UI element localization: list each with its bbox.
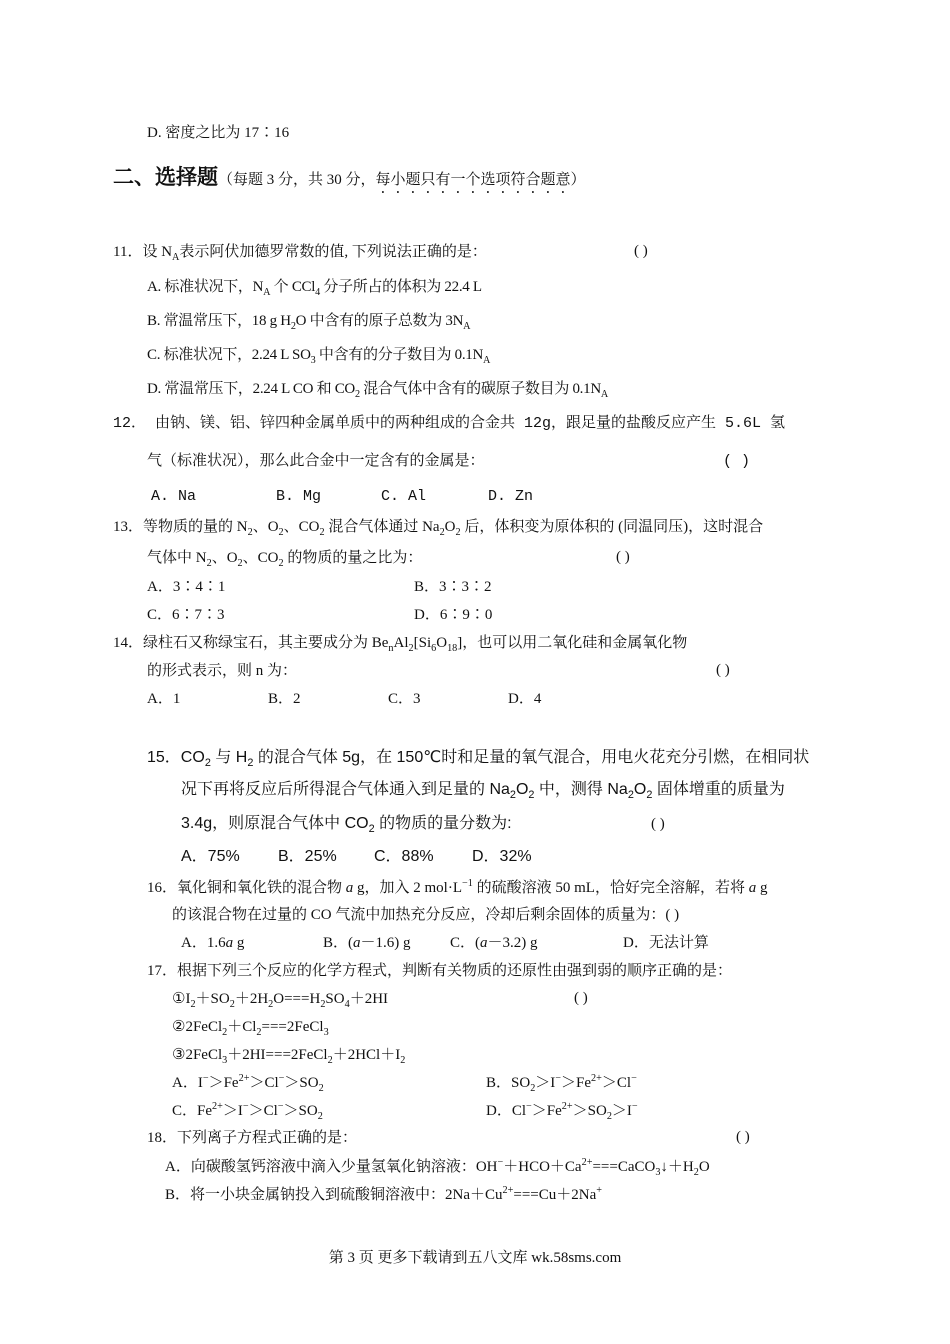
q16-line2: 的该混合物在过量的 CO 气流中加热充分反应，冷却后剩余固体的质量为：( ) [172,907,680,923]
section-note-prefix: （每题 3 分，共 30 分， [218,172,376,188]
q17-reaction-1 [172,990,388,1011]
text-fragment: ＞Cl [248,1103,278,1119]
q14-option-d: D．4 [508,691,542,707]
text-fragment: ＋2HCl＋I [332,1047,401,1063]
text-fragment: − [631,1073,637,1084]
q13-option-a: A．3∶4∶1 [147,579,226,595]
text-fragment: ＋HCO＋Ca [503,1159,582,1175]
q11-option-d [147,380,608,401]
text-fragment: O [633,781,647,798]
text-fragment: 2 [319,527,325,538]
text-fragment: a [748,880,757,896]
section-heading [113,165,586,197]
section-note-suffix: ） [570,172,586,188]
text-fragment: ＞Fe [561,1075,592,1091]
text-fragment: − [497,1157,504,1168]
text-fragment: ＞SO [284,1075,319,1091]
q17-answer-paren[interactable]: ( ) [574,990,588,1006]
q12-option-a: A. Na [151,488,197,505]
text-fragment: ＞Fe [531,1103,562,1119]
q17-stem: 17．根据下列三个反应的化学方程式，判断有关物质的还原性由强到弱的顺序正确的是： [147,963,733,979]
text-fragment: 2 [204,757,211,770]
q17-option-b [486,1073,637,1095]
text-fragment: 15．CO [147,749,205,766]
text-fragment: ＞SO [283,1103,318,1119]
q11-option-c [147,346,490,367]
q15-option-c: C．88% [374,848,434,865]
text-fragment: 4 [315,287,320,298]
text-fragment: 混合气体通过 Na [324,519,440,535]
q14-line1 [113,634,687,655]
q13-line2 [147,549,422,570]
text-fragment: A．I [172,1075,203,1091]
text-fragment: －1.6) g [360,935,411,951]
text-fragment: 2+ [238,1073,250,1084]
text-fragment: C. 标准状况下，2.24 L SO [147,347,311,363]
q13-option-d: D．6∶9∶0 [414,607,493,623]
q15-option-a: A．75% [181,848,240,865]
text-fragment: 、O [211,550,238,566]
text-fragment: O [444,519,456,535]
text-fragment: ]，也可以用二氧化硅和金属氧化物 [457,635,688,651]
q14-line2: 的形式表示，则 n 为： [147,663,298,679]
q16-option-a [181,934,244,952]
text-fragment: −1 [462,878,473,889]
text-fragment: g，加入 2 mol·L [353,880,463,896]
text-fragment: 、CO [242,550,279,566]
q15-answer-paren[interactable]: ( ) [651,816,665,832]
text-fragment: －3.2) g [487,935,538,951]
text-fragment: 18 [447,643,458,654]
text-fragment: g [756,880,768,896]
q10-option-d: D. 密度之比为 17∶16 [147,125,290,141]
text-fragment: B．SO [486,1075,531,1091]
q15-line3 [181,814,512,836]
text-fragment: 的物质的量之比为： [283,550,423,566]
text-fragment: 2 [354,389,360,400]
q13-answer-paren[interactable]: ( ) [616,549,630,565]
text-fragment: D．Cl [486,1103,527,1119]
text-fragment: + [596,1185,602,1196]
text-fragment: ＞Cl [601,1075,632,1091]
q11-option-b [147,312,470,333]
text-fragment: ＋Cl [227,1019,257,1035]
text-fragment: 、CO [283,519,320,535]
page-footer: 第 3 页 更多下载请到五八文库 wk.58sms.com [328,1250,622,1266]
text-fragment: O [698,1159,710,1175]
text-fragment: A．1.6 [181,935,226,951]
text-fragment: 后，体积变为原体积的 (同温同压)，这时混合 [460,519,764,535]
text-fragment: − [526,1101,532,1112]
text-fragment: 3 [310,355,316,366]
text-fragment: ＞I [222,1103,243,1119]
text-fragment: 3.4g，则原混合气体中 CO [181,815,369,832]
text-fragment: 2 [229,999,235,1010]
text-fragment: 气体中 N [147,550,207,566]
text-fragment: − [278,1073,285,1084]
text-fragment: 2 [318,1083,324,1094]
text-fragment: − [555,1073,562,1084]
text-fragment: 2 [247,757,254,770]
q12-option-b: B. Mg [276,488,322,505]
text-fragment: − [631,1101,638,1112]
text-fragment: 2 [509,789,516,802]
text-fragment: 2 [222,1027,228,1038]
q12-line2: 气（标准状况），那么此合金中一定含有的金属是： [147,453,485,470]
text-fragment: A．向碳酸氢钙溶液中滴入少量氢氧化钠溶液：OH [165,1159,498,1175]
text-fragment: 个 CCl [270,279,316,295]
text-fragment: 13．等物质的量的 N [113,519,248,535]
text-fragment: n [388,643,394,654]
text-fragment: 2 [237,558,243,569]
text-fragment: 固体增重的质量为 [652,781,785,798]
text-fragment: g [233,935,245,951]
text-fragment: − [202,1073,209,1084]
text-fragment: ＞Cl [249,1075,279,1091]
text-fragment: 的硫酸溶液 50 mL，恰好完全溶解，若将 [472,880,749,896]
text-fragment: 分子所占的体积为 22.4 L [319,279,482,295]
q11-stem-rest: 表示阿伏加德罗常数的值, 下列说法正确的是： [179,244,487,260]
text-fragment: 2 [206,558,212,569]
q17-option-a [172,1073,324,1095]
text-fragment: 6 [431,643,437,654]
section-note-emphasis: 每小题只有一个选项符合题意 [375,172,571,188]
text-fragment: A [483,355,491,366]
text-fragment: 4 [344,999,350,1010]
text-fragment: O [436,635,448,651]
q16-option-b [323,934,411,952]
text-fragment: ↓＋H [660,1159,694,1175]
text-fragment: 2 [278,558,284,569]
q11-stem-text: 11．设 N [113,244,173,260]
text-fragment: 2+ [212,1101,223,1112]
q15-line2 [181,780,785,802]
text-fragment: ＞Fe [208,1075,239,1091]
text-fragment: 2 [368,823,375,836]
text-fragment: 的混合气体 5g，在 150℃时和足量的氧气混合，用电火花充分引燃，在相同状 [253,749,810,766]
q12-option-d: D. Zn [488,488,534,505]
q18-option-b [165,1185,602,1204]
text-fragment: 混合气体中含有的碳原子数目为 0.1N [359,381,601,397]
q15-line1 [147,748,809,770]
text-fragment: ＞SO [572,1103,607,1119]
text-fragment: C．( [450,935,481,951]
text-fragment: 2 [268,999,274,1010]
text-fragment: O [515,781,529,798]
text-fragment: 2 [606,1111,612,1122]
text-fragment: 与 H [210,749,248,766]
text-fragment: 3 [655,1167,661,1178]
text-fragment: 2 [693,1167,699,1178]
q18-answer-paren[interactable]: ( ) [736,1129,750,1145]
text-fragment: a [225,935,234,951]
q18-option-a [165,1157,710,1179]
text-fragment: ＞I [611,1103,632,1119]
text-fragment: ＋2HI===2FeCl [227,1047,328,1063]
text-fragment: ===Cu＋2Na [513,1187,597,1203]
text-fragment: ＋2HI [349,991,389,1007]
q14-answer-paren[interactable]: ( ) [716,662,730,678]
text-fragment: ③2FeCl [172,1047,223,1063]
text-fragment: 2+ [561,1101,573,1112]
text-fragment: − [242,1101,249,1112]
text-fragment: A [463,321,471,332]
q14-option-a: A．1 [147,691,181,707]
q13-line1 [113,518,763,539]
text-fragment: ＋2H [234,991,269,1007]
text-fragment: C．Fe [172,1103,213,1119]
text-fragment: ＋SO [195,991,230,1007]
q18-stem: 18．下列离子方程式正确的是： [147,1130,358,1146]
text-fragment: D. 常温常压下，2.24 L CO 和 CO [147,381,355,397]
section-title: 二、选择题 [113,165,218,189]
text-fragment: 16．氧化铜和氧化铁的混合物 [147,880,346,896]
q11-stem [113,243,487,264]
text-fragment: 中含有的分子数目为 0.1N [315,347,484,363]
q14-option-c: C．3 [388,691,421,707]
text-fragment: − [277,1101,284,1112]
text-fragment: ＞I [535,1075,556,1091]
q17-option-c [172,1101,323,1123]
text-fragment: 况下再将反应后所得混合气体通入到足量的 Na [181,781,510,798]
text-fragment: a [480,935,488,951]
text-fragment: SO [325,991,345,1007]
q14-option-b: B．2 [268,691,301,707]
text-fragment: 2 [530,1083,536,1094]
text-fragment: 中，测得 Na [534,781,628,798]
q12-option-c: C. Al [381,488,427,505]
q17-reaction-3 [172,1046,405,1067]
text-fragment: 2 [528,789,535,802]
q15-option-d: D．32% [472,848,532,865]
text-fragment: 2 [327,1055,333,1066]
q16-line1 [147,878,767,897]
text-fragment: 2 [278,527,284,538]
text-fragment: 3 [222,1055,228,1066]
text-fragment: 2 [320,999,326,1010]
text-fragment: 2+ [502,1185,514,1196]
q12-line1: 12． 由钠、镁、铝、锌四种金属单质中的两种组成的合金共 12g，跟足量的盐酸反应产生 5.6L 氢 [113,415,786,432]
text-fragment: 2 [627,789,634,802]
text-fragment: [Si [413,635,432,651]
text-fragment: 2 [190,999,196,1010]
q13-option-b: B．3∶3∶2 [414,579,492,595]
text-fragment: 2 [439,527,445,538]
text-fragment: 、O [252,519,279,535]
text-fragment: 2+ [591,1073,602,1084]
text-fragment: Al [393,635,409,651]
text-fragment: ===CaCO [592,1159,656,1175]
text-fragment: A [263,287,271,298]
text-fragment: 2 [317,1111,323,1122]
text-fragment: A. 标准状况下，N [147,279,264,295]
text-fragment: B．将一小块金属钠投入到硫酸铜溶液中：2Na＋Cu [165,1187,503,1203]
text-fragment: 2 [400,1055,406,1066]
text-fragment: B. 常温常压下，18 g H [147,313,291,329]
text-fragment: 2 [408,643,414,654]
text-fragment: ②2FeCl [172,1019,223,1035]
q11-answer-paren[interactable]: ( ) [634,243,648,259]
text-fragment: 2 [256,1027,262,1038]
text-fragment: 14．绿柱石又称绿宝石，其主要成分为 Be [113,635,389,651]
q17-option-d [486,1101,638,1123]
text-fragment: a [345,880,354,896]
q16-option-c [450,934,538,952]
q11-option-a [147,278,482,299]
text-fragment: B．( [323,935,354,951]
q12-answer-paren[interactable]: ( ) [723,453,751,470]
text-fragment: 2+ [581,1157,593,1168]
q15-option-b: B．25% [278,848,337,865]
text-fragment: 的物质的量分数为: [374,815,512,832]
text-fragment: 2 [455,527,461,538]
text-fragment: O 中含有的原子总数为 3N [295,313,464,329]
q11-stem-sub: A [172,252,180,263]
q16-option-d: D．无法计算 [623,935,709,951]
text-fragment: 2 [646,789,653,802]
text-fragment: A [600,389,608,400]
q17-reaction-2 [172,1018,329,1039]
text-fragment: 2 [247,527,253,538]
text-fragment: 2 [290,321,296,332]
text-fragment: ①I [172,991,191,1007]
text-fragment: 3 [323,1027,329,1038]
text-fragment: O===H [273,991,321,1007]
text-fragment: a [353,935,361,951]
text-fragment: ===2FeCl [261,1019,324,1035]
q13-option-c: C．6∶7∶3 [147,607,225,623]
